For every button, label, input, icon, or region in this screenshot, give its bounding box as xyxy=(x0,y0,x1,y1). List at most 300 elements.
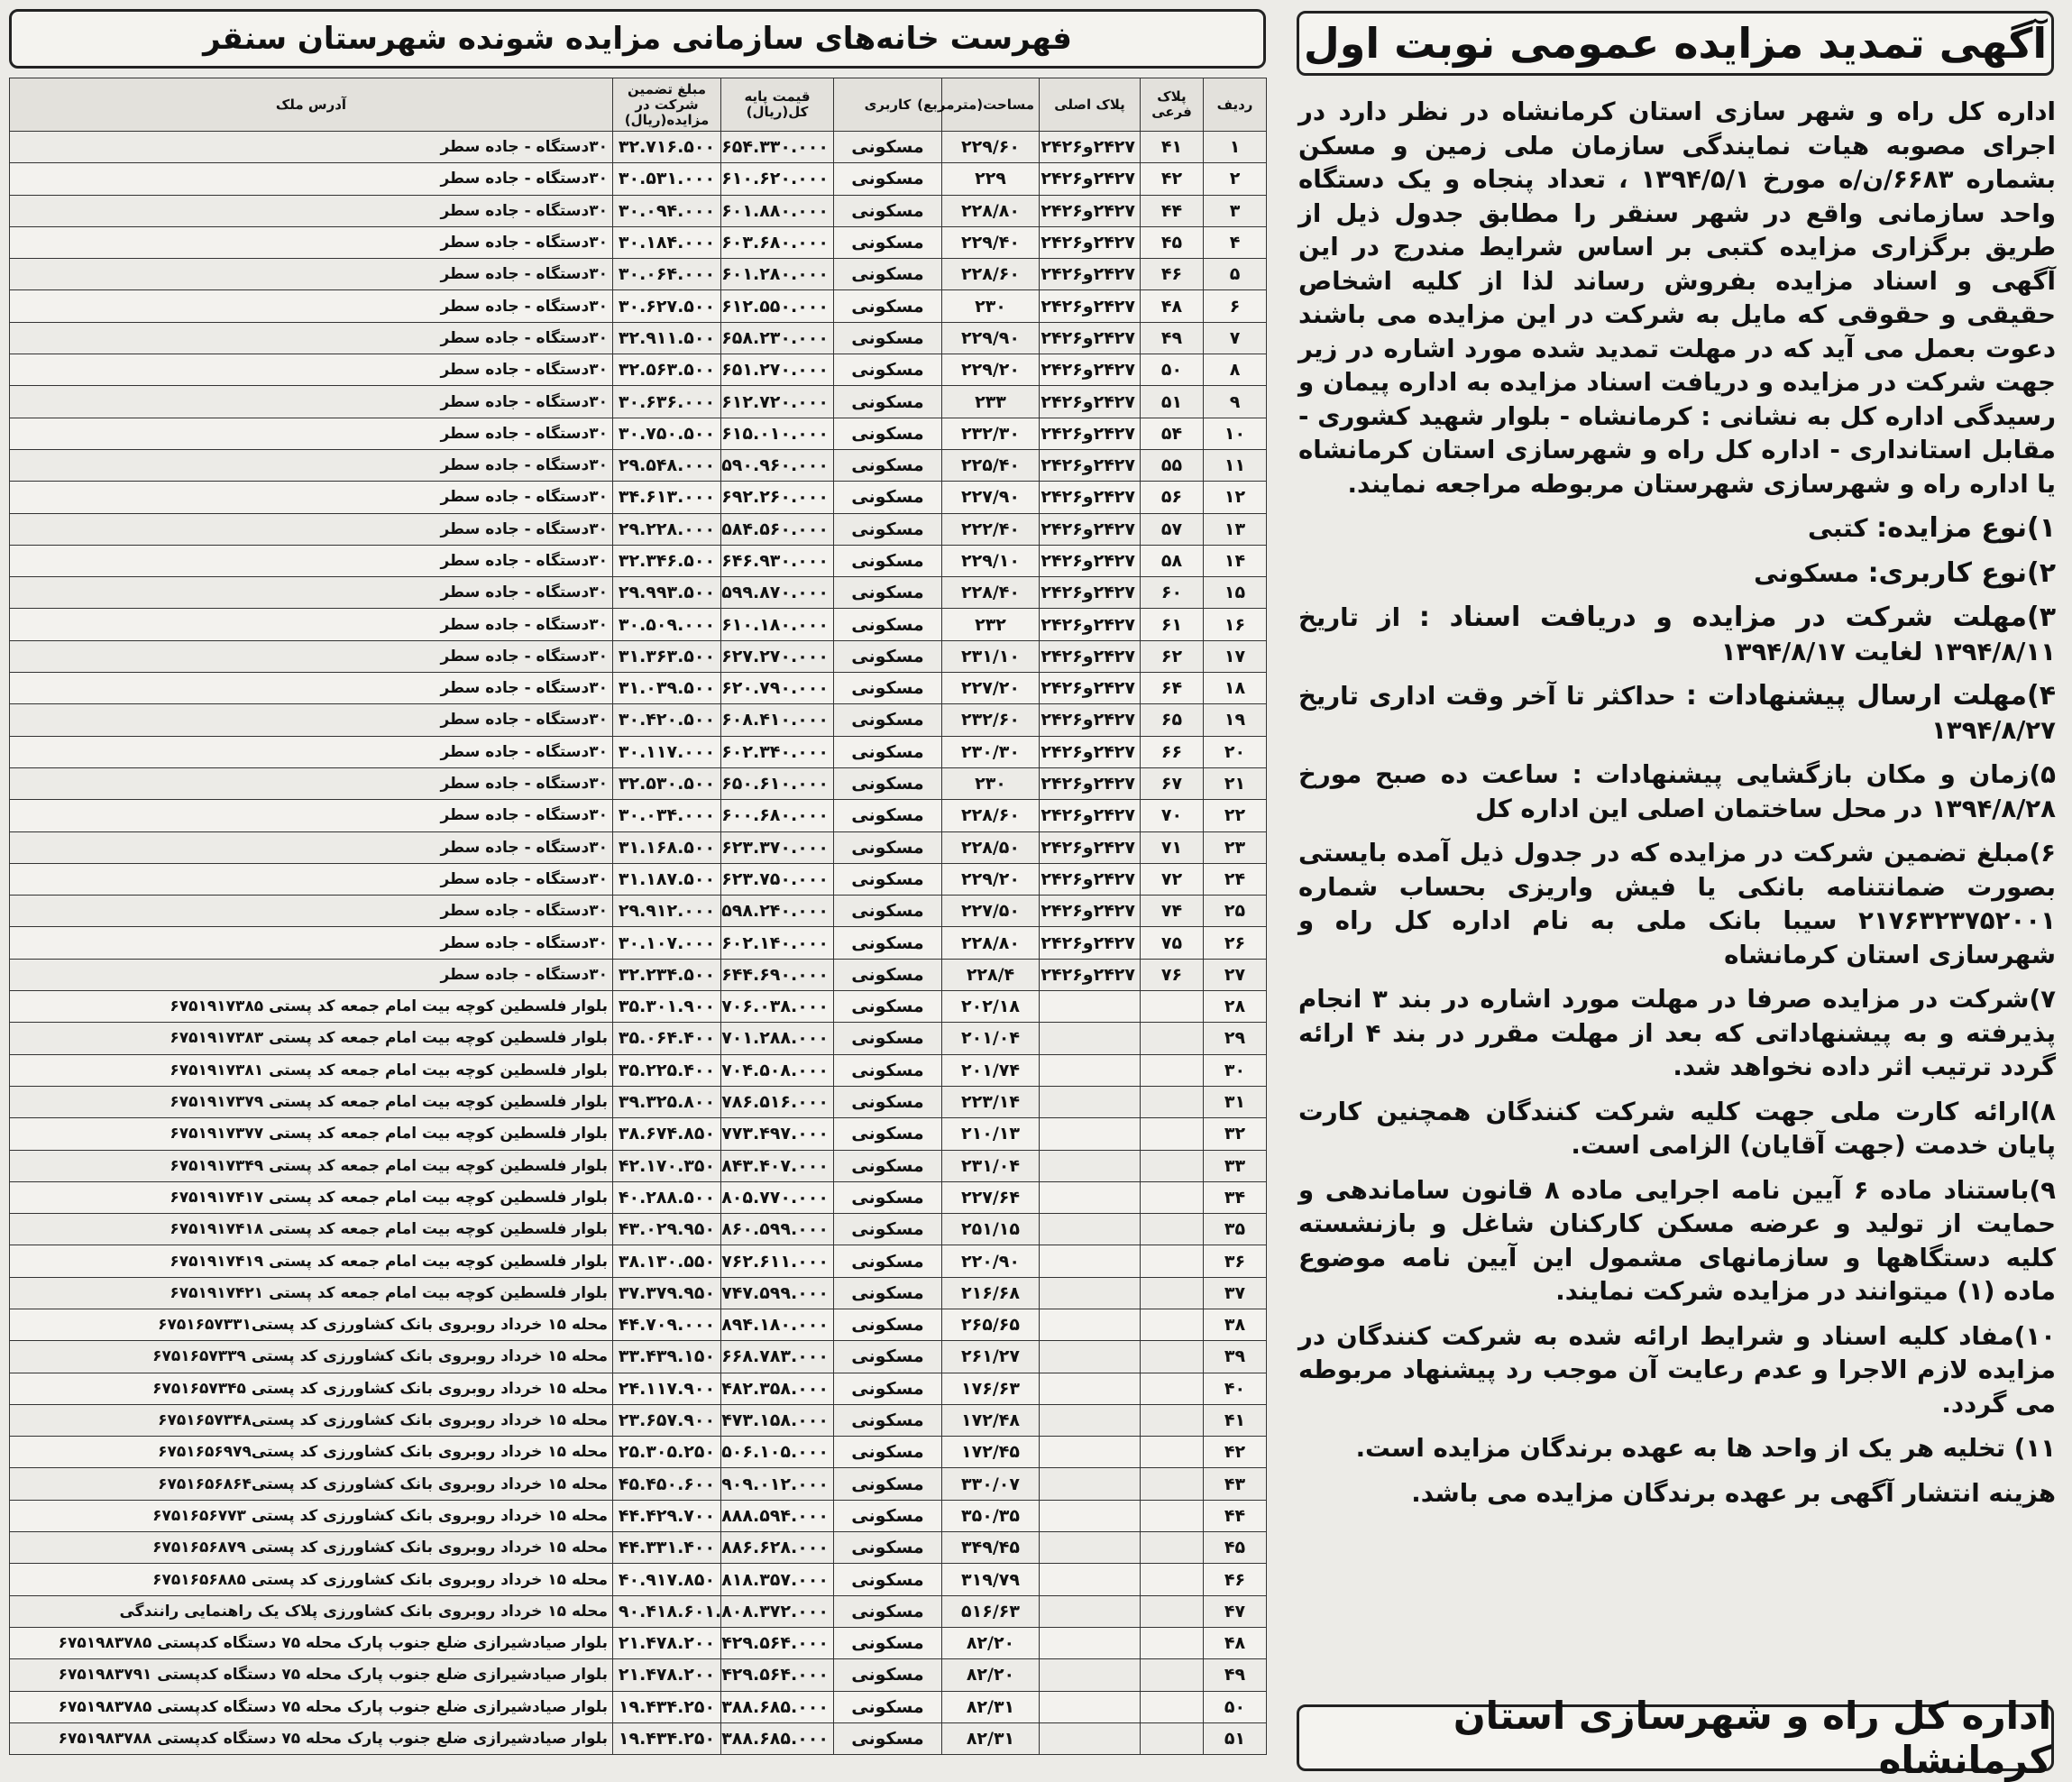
cell-guarantee: ۳۰.۱۰۷.۰۰۰ xyxy=(613,927,721,959)
cell-guarantee: ۴۳.۰۲۹.۹۵۰ xyxy=(613,1214,721,1245)
cell-row-number: ۴۱ xyxy=(1204,1404,1267,1436)
cell-row-number: ۲۴ xyxy=(1204,863,1267,895)
cell-guarantee: ۳۱.۳۶۳.۵۰۰ xyxy=(613,640,721,672)
cell-base-price: ۶۱۰.۱۸۰.۰۰۰ xyxy=(721,609,834,640)
cell-main-plate xyxy=(1040,1532,1141,1564)
cell-base-price: ۵۹۹.۸۷۰.۰۰۰ xyxy=(721,577,834,609)
table-row xyxy=(10,959,1267,990)
cell-area: ۲۲۷/۹۰ xyxy=(942,482,1040,513)
cell-row-number: ۱۹ xyxy=(1204,704,1267,736)
cell-row-number: ۱۴ xyxy=(1204,545,1267,576)
cell-usage: مسکونی xyxy=(834,896,942,927)
cell-guarantee: ۳۰.۰۳۴.۰۰۰ xyxy=(613,800,721,831)
cell-usage: مسکونی xyxy=(834,1564,942,1595)
cell-sub-plate xyxy=(1141,1277,1204,1309)
notice-items xyxy=(1298,511,2056,1510)
cell-address: بلوار صیادشیرازی ضلع جنوب پارک محله ۷۵ دستگاه کدپستی ۶۷۵۱۹۸۳۷۹۱ xyxy=(10,1659,613,1691)
cell-sub-plate: ۴۶ xyxy=(1141,259,1204,290)
cell-main-plate: ۲۴۲۷و۲۴۲۶ xyxy=(1040,704,1141,736)
table-row xyxy=(10,1277,1267,1309)
table-row xyxy=(10,226,1267,258)
notice-item-text: ۵)زمان و مکان بازگشایی پیشنهادات : ساعت ده صبح مورخ ۱۳۹۴/۸/۲۸ در محل ساختمان اصلی این اداره کل xyxy=(1298,759,2056,823)
cell-main-plate: ۲۴۲۷و۲۴۲۶ xyxy=(1040,226,1141,258)
cell-row-number: ۴۹ xyxy=(1204,1659,1267,1691)
cell-sub-plate xyxy=(1141,1309,1204,1340)
cell-address: بلوار صیادشیرازی ضلع جنوب پارک محله ۷۵ دستگاه کدپستی ۶۷۵۱۹۸۳۷۸۵ xyxy=(10,1691,613,1722)
notice-item-label: ۳)مهلت شرکت در مزایده و دریافت اسناد : xyxy=(1418,602,2056,633)
cell-sub-plate: ۵۸ xyxy=(1141,545,1204,576)
cell-base-price: ۶۰۳.۶۸۰.۰۰۰ xyxy=(721,226,834,258)
cell-usage: مسکونی xyxy=(834,1468,942,1500)
cell-guarantee: ۴۴.۷۰۹.۰۰۰ xyxy=(613,1309,721,1340)
cell-address: ۳۰دستگاه - جاده سطر xyxy=(10,927,613,959)
cell-main-plate: ۲۴۲۷و۲۴۲۶ xyxy=(1040,959,1141,990)
cell-guarantee: ۳۰.۷۵۰.۵۰۰ xyxy=(613,418,721,449)
cell-guarantee: ۳۲.۵۳۰.۵۰۰ xyxy=(613,767,721,799)
cell-sub-plate: ۵۶ xyxy=(1141,482,1204,513)
cell-sub-plate: ۶۷ xyxy=(1141,767,1204,799)
cell-guarantee: ۳۲.۳۴۶.۵۰۰ xyxy=(613,545,721,576)
cell-sub-plate xyxy=(1141,1722,1204,1754)
header-base-price: قیمت پایه کل(ریال) xyxy=(721,78,834,132)
cell-guarantee: ۳۲.۹۱۱.۵۰۰ xyxy=(613,322,721,354)
cell-row-number: ۱۲ xyxy=(1204,482,1267,513)
cell-usage: مسکونی xyxy=(834,290,942,322)
cell-usage: مسکونی xyxy=(834,863,942,895)
notice-title: آگهی تمدید مزایده عمومی نوبت اول xyxy=(1297,11,2054,76)
cell-main-plate: ۲۴۲۷و۲۴۲۶ xyxy=(1040,290,1141,322)
cell-base-price: ۶۶۸.۷۸۳.۰۰۰ xyxy=(721,1341,834,1373)
cell-guarantee: ۳۱.۱۶۸.۵۰۰ xyxy=(613,831,721,863)
cell-area: ۲۳۰/۳۰ xyxy=(942,736,1040,767)
table-row xyxy=(10,322,1267,354)
cell-base-price: ۶۰۱.۲۸۰.۰۰۰ xyxy=(721,259,834,290)
notice-item-text: از تاریخ ۱۳۹۴/۸/۱۱ لغایت ۱۳۹۴/۸/۱۷ xyxy=(1298,602,2056,666)
cell-area: ۳۱۹/۷۹ xyxy=(942,1564,1040,1595)
cell-main-plate xyxy=(1040,1627,1141,1658)
cell-main-plate: ۲۴۲۷و۲۴۲۶ xyxy=(1040,896,1141,927)
cell-area: ۲۲۸/۴ xyxy=(942,959,1040,990)
cell-guarantee: ۲۴.۱۱۷.۹۰۰ xyxy=(613,1373,721,1404)
notice-item-text: ۱۱) تخلیه هر یک از واحد ها به عهده برندگان مزایده است. xyxy=(1355,1433,2056,1463)
cell-area: ۲۲۹/۱۰ xyxy=(942,545,1040,576)
cell-address: ۳۰دستگاه - جاده سطر xyxy=(10,132,613,163)
cell-row-number: ۳۵ xyxy=(1204,1214,1267,1245)
cell-row-number: ۲۷ xyxy=(1204,959,1267,990)
cell-row-number: ۱۵ xyxy=(1204,577,1267,609)
cell-area: ۸۲/۳۱ xyxy=(942,1691,1040,1722)
cell-base-price: ۶۰۲.۳۴۰.۰۰۰ xyxy=(721,736,834,767)
cell-row-number: ۹ xyxy=(1204,386,1267,418)
cell-address: محله ۱۵ خرداد روبروی بانک کشاورزی کد پستی ۶۷۵۱۶۵۶۸۷۹ xyxy=(10,1532,613,1564)
cell-guarantee: ۴۴.۳۳۱.۴۰۰ xyxy=(613,1532,721,1564)
cell-area: ۲۳۲/۶۰ xyxy=(942,704,1040,736)
cell-base-price: ۷۰۶.۰۳۸.۰۰۰ xyxy=(721,991,834,1023)
cell-usage: مسکونی xyxy=(834,226,942,258)
cell-main-plate xyxy=(1040,1659,1141,1691)
cell-usage: مسکونی xyxy=(834,1181,942,1213)
cell-sub-plate xyxy=(1141,1691,1204,1722)
cell-area: ۲۳۲/۳۰ xyxy=(942,418,1040,449)
cell-area: ۳۴۹/۴۵ xyxy=(942,1532,1040,1564)
table-row xyxy=(10,1181,1267,1213)
cell-area: ۲۲۹/۴۰ xyxy=(942,226,1040,258)
notice-item xyxy=(1298,1476,2056,1511)
cell-row-number: ۲۰ xyxy=(1204,736,1267,767)
cell-base-price: ۸۰۵.۷۷۰.۰۰۰ xyxy=(721,1181,834,1213)
cell-sub-plate xyxy=(1141,1627,1204,1658)
cell-main-plate: ۲۴۲۷و۲۴۲۶ xyxy=(1040,259,1141,290)
cell-main-plate: ۲۴۲۷و۲۴۲۶ xyxy=(1040,513,1141,545)
cell-sub-plate: ۷۲ xyxy=(1141,863,1204,895)
cell-address: ۳۰دستگاه - جاده سطر xyxy=(10,418,613,449)
table-row xyxy=(10,863,1267,895)
table-row xyxy=(10,1627,1267,1658)
cell-sub-plate: ۴۵ xyxy=(1141,226,1204,258)
cell-usage: مسکونی xyxy=(834,1341,942,1373)
cell-base-price: ۶۱۰.۶۲۰.۰۰۰ xyxy=(721,163,834,195)
cell-usage: مسکونی xyxy=(834,1627,942,1658)
cell-area: ۲۰۱/۷۴ xyxy=(942,1054,1040,1086)
cell-guarantee: ۳۲.۵۶۳.۵۰۰ xyxy=(613,354,721,386)
table-row xyxy=(10,767,1267,799)
table-row xyxy=(10,1373,1267,1404)
cell-area: ۲۲۳/۱۴ xyxy=(942,1086,1040,1117)
cell-row-number: ۸ xyxy=(1204,354,1267,386)
cell-row-number: ۴۴ xyxy=(1204,1500,1267,1531)
cell-guarantee: ۴۰.۲۸۸.۵۰۰ xyxy=(613,1181,721,1213)
cell-main-plate xyxy=(1040,1118,1141,1150)
cell-usage: مسکونی xyxy=(834,322,942,354)
cell-main-plate xyxy=(1040,1564,1141,1595)
cell-sub-plate: ۵۷ xyxy=(1141,513,1204,545)
table-row xyxy=(10,1054,1267,1086)
cell-usage: مسکونی xyxy=(834,640,942,672)
cell-area: ۲۲۸/۸۰ xyxy=(942,195,1040,226)
cell-row-number: ۳۶ xyxy=(1204,1245,1267,1277)
cell-address: بلوار فلسطین کوچه بیت امام جمعه کد پستی ۶۷۵۱۹۱۷۴۲۱ xyxy=(10,1277,613,1309)
cell-main-plate: ۲۴۲۷و۲۴۲۶ xyxy=(1040,609,1141,640)
cell-usage: مسکونی xyxy=(834,800,942,831)
cell-usage: مسکونی xyxy=(834,1500,942,1531)
cell-guarantee: ۳۲.۲۳۴.۵۰۰ xyxy=(613,959,721,990)
notice-item-label: ۲)نوع کاربری: xyxy=(1867,556,2056,589)
cell-row-number: ۴۰ xyxy=(1204,1373,1267,1404)
cell-row-number: ۴۵ xyxy=(1204,1532,1267,1564)
cell-base-price: ۷۴۷.۵۹۹.۰۰۰ xyxy=(721,1277,834,1309)
table-row xyxy=(10,482,1267,513)
table-row xyxy=(10,1691,1267,1722)
cell-address: ۳۰دستگاه - جاده سطر xyxy=(10,513,613,545)
cell-usage: مسکونی xyxy=(834,1086,942,1117)
cell-address: ۳۰دستگاه - جاده سطر xyxy=(10,896,613,927)
cell-usage: مسکونی xyxy=(834,1532,942,1564)
cell-guarantee: ۱۹.۴۳۴.۲۵۰ xyxy=(613,1691,721,1722)
cell-main-plate xyxy=(1040,1341,1141,1373)
cell-sub-plate: ۴۲ xyxy=(1141,163,1204,195)
table-row xyxy=(10,1404,1267,1436)
cell-sub-plate: ۷۵ xyxy=(1141,927,1204,959)
cell-sub-plate: ۷۱ xyxy=(1141,831,1204,863)
cell-usage: مسکونی xyxy=(834,1277,942,1309)
cell-guarantee: ۲۹.۹۹۳.۵۰۰ xyxy=(613,577,721,609)
notice-item xyxy=(1298,836,2056,971)
cell-base-price: ۱.۸۰۸.۳۷۲.۰۰۰ xyxy=(721,1595,834,1627)
cell-base-price: ۸۸۶.۶۲۸.۰۰۰ xyxy=(721,1532,834,1564)
cell-main-plate xyxy=(1040,1150,1141,1181)
cell-guarantee: ۳۰.۴۲۰.۵۰۰ xyxy=(613,704,721,736)
cell-area: ۲۲۷/۶۴ xyxy=(942,1181,1040,1213)
cell-usage: مسکونی xyxy=(834,418,942,449)
cell-main-plate: ۲۴۲۷و۲۴۲۶ xyxy=(1040,545,1141,576)
cell-address: ۳۰دستگاه - جاده سطر xyxy=(10,449,613,481)
header-sub-plate: پلاک فرعی xyxy=(1141,78,1204,132)
header-row-number: ردیف xyxy=(1204,78,1267,132)
table-row xyxy=(10,736,1267,767)
cell-address: ۳۰دستگاه - جاده سطر xyxy=(10,354,613,386)
cell-main-plate xyxy=(1040,1309,1141,1340)
notice-item xyxy=(1298,982,2056,1084)
header-main-plate: پلاک اصلی xyxy=(1040,78,1141,132)
cell-usage: مسکونی xyxy=(834,991,942,1023)
cell-main-plate xyxy=(1040,1691,1141,1722)
cell-sub-plate xyxy=(1141,1023,1204,1054)
cell-base-price: ۶۵۰.۶۱۰.۰۰۰ xyxy=(721,767,834,799)
notice-item-text: ۹)باستناد ماده ۶ آیین نامه اجرایی ماده ۸ قانون ساماندهی و حمایت از تولید و عرضه مسکن کارکنان شاغل و بازنشسته کلیه دستگاهها و سازمانهای مشمول این آیین نامه موضوع ماده (۱) میتوانند در مزایده شرکت نمایند. xyxy=(1298,1174,2056,1306)
cell-base-price: ۵۸۴.۵۶۰.۰۰۰ xyxy=(721,513,834,545)
cell-row-number: ۱۸ xyxy=(1204,673,1267,704)
cell-sub-plate xyxy=(1141,1118,1204,1150)
cell-row-number: ۱۶ xyxy=(1204,609,1267,640)
table-row xyxy=(10,896,1267,927)
table-row xyxy=(10,1468,1267,1500)
cell-main-plate xyxy=(1040,1437,1141,1468)
cell-main-plate xyxy=(1040,1181,1141,1213)
cell-sub-plate: ۵۰ xyxy=(1141,354,1204,386)
cell-row-number: ۲۳ xyxy=(1204,831,1267,863)
table-row xyxy=(10,513,1267,545)
table-row xyxy=(10,673,1267,704)
cell-guarantee: ۳۰.۱۸۴.۰۰۰ xyxy=(613,226,721,258)
cell-guarantee: ۳۴.۶۱۳.۰۰۰ xyxy=(613,482,721,513)
cell-guarantee: ۳۸.۱۳۰.۵۵۰ xyxy=(613,1245,721,1277)
cell-area: ۲۲۲/۴۰ xyxy=(942,513,1040,545)
cell-row-number: ۳۴ xyxy=(1204,1181,1267,1213)
table-row xyxy=(10,1659,1267,1691)
cell-address: ۳۰دستگاه - جاده سطر xyxy=(10,545,613,576)
table-row xyxy=(10,1086,1267,1117)
cell-usage: مسکونی xyxy=(834,704,942,736)
houses-table xyxy=(9,78,1267,1755)
cell-area: ۳۳۰/۰۷ xyxy=(942,1468,1040,1500)
notice-item-text: مسکونی xyxy=(1754,557,1868,588)
cell-base-price: ۴۸۲.۳۵۸.۰۰۰ xyxy=(721,1373,834,1404)
cell-usage: مسکونی xyxy=(834,1373,942,1404)
cell-main-plate xyxy=(1040,1500,1141,1531)
cell-row-number: ۵ xyxy=(1204,259,1267,290)
cell-address: ۳۰دستگاه - جاده سطر xyxy=(10,704,613,736)
cell-usage: مسکونی xyxy=(834,927,942,959)
cell-address: ۳۰دستگاه - جاده سطر xyxy=(10,577,613,609)
table-row xyxy=(10,1245,1267,1277)
table-row xyxy=(10,1118,1267,1150)
cell-base-price: ۷۷۳.۴۹۷.۰۰۰ xyxy=(721,1118,834,1150)
cell-guarantee: ۲۵.۳۰۵.۲۵۰ xyxy=(613,1437,721,1468)
cell-base-price: ۶۴۴.۶۹۰.۰۰۰ xyxy=(721,959,834,990)
cell-guarantee: ۲۹.۵۴۸.۰۰۰ xyxy=(613,449,721,481)
table-header-row xyxy=(10,78,1267,132)
cell-usage: مسکونی xyxy=(834,386,942,418)
cell-guarantee: ۳۵.۳۰۱.۹۰۰ xyxy=(613,991,721,1023)
header-area: مساحت(مترمربع) xyxy=(942,78,1040,132)
table-row xyxy=(10,163,1267,195)
cell-address: ۳۰دستگاه - جاده سطر xyxy=(10,163,613,195)
cell-address: بلوار صیادشیرازی ضلع جنوب پارک محله ۷۵ دستگاه کدپستی ۶۷۵۱۹۸۳۷۸۸ xyxy=(10,1722,613,1754)
cell-usage: مسکونی xyxy=(834,545,942,576)
cell-row-number: ۲۶ xyxy=(1204,927,1267,959)
cell-address: ۳۰دستگاه - جاده سطر xyxy=(10,226,613,258)
cell-sub-plate: ۶۴ xyxy=(1141,673,1204,704)
cell-guarantee: ۲۹.۲۲۸.۰۰۰ xyxy=(613,513,721,545)
cell-area: ۲۱۰/۱۳ xyxy=(942,1118,1040,1150)
table-row xyxy=(10,132,1267,163)
cell-sub-plate xyxy=(1141,1437,1204,1468)
cell-guarantee: ۴۲.۱۷۰.۳۵۰ xyxy=(613,1150,721,1181)
cell-row-number: ۷ xyxy=(1204,322,1267,354)
cell-main-plate: ۲۴۲۷و۲۴۲۶ xyxy=(1040,800,1141,831)
cell-row-number: ۱۳ xyxy=(1204,513,1267,545)
cell-area: ۲۱۶/۶۸ xyxy=(942,1277,1040,1309)
cell-row-number: ۴۶ xyxy=(1204,1564,1267,1595)
cell-base-price: ۵۰۶.۱۰۵.۰۰۰ xyxy=(721,1437,834,1468)
cell-guarantee: ۳۳.۴۳۹.۱۵۰ xyxy=(613,1341,721,1373)
cell-main-plate: ۲۴۲۷و۲۴۲۶ xyxy=(1040,482,1141,513)
cell-usage: مسکونی xyxy=(834,1245,942,1277)
cell-row-number: ۲۱ xyxy=(1204,767,1267,799)
cell-guarantee: ۲۳.۶۵۷.۹۰۰ xyxy=(613,1404,721,1436)
cell-row-number: ۳۰ xyxy=(1204,1054,1267,1086)
cell-area: ۵۱۶/۶۳ xyxy=(942,1595,1040,1627)
cell-sub-plate xyxy=(1141,1181,1204,1213)
cell-sub-plate xyxy=(1141,1054,1204,1086)
cell-address: ۳۰دستگاه - جاده سطر xyxy=(10,259,613,290)
cell-sub-plate xyxy=(1141,991,1204,1023)
cell-main-plate xyxy=(1040,1214,1141,1245)
notice-footer: اداره کل راه و شهرسازی استان کرمانشاه xyxy=(1297,1704,2054,1771)
cell-address: محله ۱۵ خرداد روبروی بانک کشاورزی کد پستی ۶۷۵۱۶۵۷۳۳۹ xyxy=(10,1341,613,1373)
cell-area: ۸۲/۳۱ xyxy=(942,1722,1040,1754)
notice-item xyxy=(1298,511,2056,546)
cell-sub-plate: ۶۲ xyxy=(1141,640,1204,672)
cell-base-price: ۷۰۱.۲۸۸.۰۰۰ xyxy=(721,1023,834,1054)
cell-address: ۳۰دستگاه - جاده سطر xyxy=(10,386,613,418)
cell-base-price: ۸۹۴.۱۸۰.۰۰۰ xyxy=(721,1309,834,1340)
cell-base-price: ۶۰۲.۱۴۰.۰۰۰ xyxy=(721,927,834,959)
cell-area: ۳۵۰/۳۵ xyxy=(942,1500,1040,1531)
notice-item-label: ۴)مهلت ارسال پیشنهادات : xyxy=(1685,680,2057,712)
cell-address: ۳۰دستگاه - جاده سطر xyxy=(10,290,613,322)
cell-sub-plate: ۶۵ xyxy=(1141,704,1204,736)
cell-base-price: ۵۹۰.۹۶۰.۰۰۰ xyxy=(721,449,834,481)
cell-address: محله ۱۵ خرداد روبروی بانک کشاورزی کد پستی۶۷۵۱۶۵۶۹۷۹ xyxy=(10,1437,613,1468)
cell-sub-plate xyxy=(1141,1214,1204,1245)
cell-main-plate: ۲۴۲۷و۲۴۲۶ xyxy=(1040,354,1141,386)
cell-main-plate: ۲۴۲۷و۲۴۲۶ xyxy=(1040,163,1141,195)
cell-usage: مسکونی xyxy=(834,1150,942,1181)
cell-main-plate: ۲۴۲۷و۲۴۲۶ xyxy=(1040,927,1141,959)
cell-main-plate: ۲۴۲۷و۲۴۲۶ xyxy=(1040,736,1141,767)
cell-main-plate: ۲۴۲۷و۲۴۲۶ xyxy=(1040,767,1141,799)
cell-area: ۲۳۳ xyxy=(942,386,1040,418)
cell-main-plate: ۲۴۲۷و۲۴۲۶ xyxy=(1040,386,1141,418)
cell-guarantee: ۳۸.۶۷۴.۸۵۰ xyxy=(613,1118,721,1150)
cell-main-plate: ۲۴۲۷و۲۴۲۶ xyxy=(1040,195,1141,226)
cell-address: محله ۱۵ خرداد روبروی بانک کشاورزی کد پستی ۶۷۵۱۶۵۷۳۴۵ xyxy=(10,1373,613,1404)
notice-item-label: ۱)نوع مزایده: xyxy=(1876,512,2056,544)
table-row xyxy=(10,259,1267,290)
cell-base-price: ۶۲۳.۷۵۰.۰۰۰ xyxy=(721,863,834,895)
cell-row-number: ۲۵ xyxy=(1204,896,1267,927)
header-address: آدرس ملک xyxy=(10,78,613,132)
table-row xyxy=(10,1595,1267,1627)
cell-main-plate: ۲۴۲۷و۲۴۲۶ xyxy=(1040,863,1141,895)
cell-address: محله ۱۵ خرداد روبروی بانک کشاورزی کد پستی۶۷۵۱۶۵۷۳۴۸ xyxy=(10,1404,613,1436)
cell-base-price: ۹۰۹.۰۱۲.۰۰۰ xyxy=(721,1468,834,1500)
table-row xyxy=(10,354,1267,386)
cell-main-plate: ۲۴۲۷و۲۴۲۶ xyxy=(1040,132,1141,163)
cell-guarantee: ۲۱.۴۷۸.۲۰۰ xyxy=(613,1659,721,1691)
cell-area: ۲۰۱/۰۴ xyxy=(942,1023,1040,1054)
cell-sub-plate xyxy=(1141,1404,1204,1436)
cell-row-number: ۳۳ xyxy=(1204,1150,1267,1181)
cell-usage: مسکونی xyxy=(834,1054,942,1086)
cell-main-plate: ۲۴۲۷و۲۴۲۶ xyxy=(1040,577,1141,609)
table-row xyxy=(10,418,1267,449)
cell-guarantee: ۹۰.۴۱۸.۶۰۰ xyxy=(613,1595,721,1627)
cell-base-price: ۶۱۲.۷۲۰.۰۰۰ xyxy=(721,386,834,418)
table-row xyxy=(10,1341,1267,1373)
table-row xyxy=(10,1500,1267,1531)
cell-guarantee: ۳۱.۰۳۹.۵۰۰ xyxy=(613,673,721,704)
cell-row-number: ۳۷ xyxy=(1204,1277,1267,1309)
cell-row-number: ۳۸ xyxy=(1204,1309,1267,1340)
cell-address: بلوار فلسطین کوچه بیت امام جمعه کد پستی ۶۷۵۱۹۱۷۳۸۱ xyxy=(10,1054,613,1086)
cell-address: محله ۱۵ خرداد روبروی بانک کشاورزی کد پستی ۶۷۵۱۶۵۶۷۷۳ xyxy=(10,1500,613,1531)
cell-usage: مسکونی xyxy=(834,259,942,290)
cell-base-price: ۴۲۹.۵۶۴.۰۰۰ xyxy=(721,1659,834,1691)
cell-row-number: ۴۲ xyxy=(1204,1437,1267,1468)
cell-area: ۲۵۱/۱۵ xyxy=(942,1214,1040,1245)
cell-usage: مسکونی xyxy=(834,831,942,863)
notice-item-text: ۷)شرکت در مزایده صرفا در مهلت مورد اشاره در بند ۳ انجام پذیرفته و به پیشنهاداتی که بعد از مهلت مقرر در بند ۴ ارائه گردد ترتیب اثر داده نخواهد شد. xyxy=(1298,984,2056,1081)
cell-base-price: ۴۷۳.۱۵۸.۰۰۰ xyxy=(721,1404,834,1436)
cell-base-price: ۳۸۸.۶۸۵.۰۰۰ xyxy=(721,1722,834,1754)
cell-base-price: ۷۸۶.۵۱۶.۰۰۰ xyxy=(721,1086,834,1117)
cell-base-price: ۸۶۰.۵۹۹.۰۰۰ xyxy=(721,1214,834,1245)
cell-address: ۳۰دستگاه - جاده سطر xyxy=(10,800,613,831)
cell-address: بلوار فلسطین کوچه بیت امام جمعه کد پستی ۶۷۵۱۹۱۷۳۸۳ xyxy=(10,1023,613,1054)
cell-sub-plate xyxy=(1141,1341,1204,1373)
cell-address: محله ۱۵ خرداد روبروی بانک کشاورزی کد پستی۶۷۵۱۶۵۷۳۳۱ xyxy=(10,1309,613,1340)
table-row xyxy=(10,1023,1267,1054)
cell-address: ۳۰دستگاه - جاده سطر xyxy=(10,482,613,513)
cell-address: ۳۰دستگاه - جاده سطر xyxy=(10,831,613,863)
table-row xyxy=(10,1437,1267,1468)
cell-area: ۲۳۱/۰۴ xyxy=(942,1150,1040,1181)
notice-item-text: کتبی xyxy=(1808,513,1877,543)
cell-base-price: ۸۴۳.۴۰۷.۰۰۰ xyxy=(721,1150,834,1181)
cell-sub-plate: ۶۰ xyxy=(1141,577,1204,609)
